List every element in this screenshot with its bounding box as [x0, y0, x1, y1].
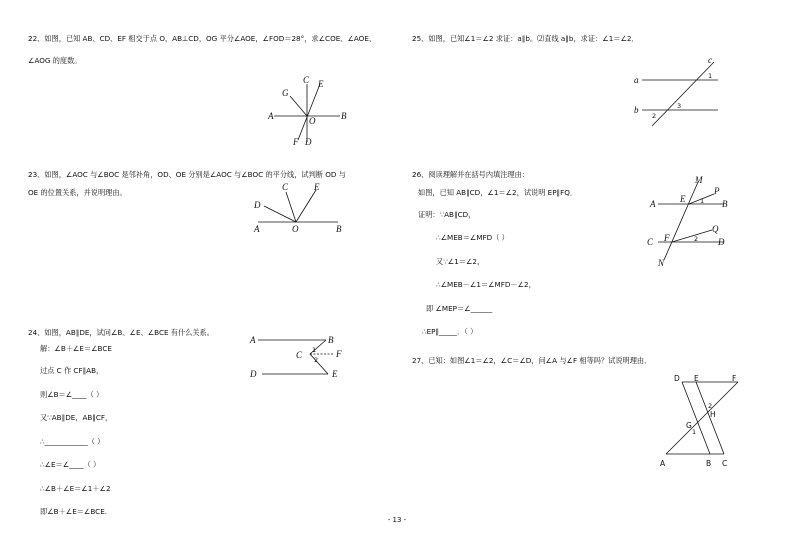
q25-angle-3: 3 — [677, 102, 682, 110]
q22-label-D: D — [305, 137, 312, 147]
q27-label-H: H — [710, 410, 716, 419]
q24-step-8: 即∠B＋∠E＝∠BCE. — [40, 507, 108, 516]
q27-label-B: B — [706, 459, 712, 468]
q24-step-7: ∴∠B＋∠E＝∠1＋∠2 — [40, 484, 111, 493]
q24-step-3: 则∠B＝∠____（ ） — [40, 390, 104, 399]
q23-label-C: C — [282, 182, 289, 192]
q27-label-C: C — [722, 459, 728, 468]
q26-step-6: 即 ∠MEP＝∠______ — [426, 304, 493, 313]
q25-angle-2: 2 — [652, 112, 657, 120]
q26-step-3: ∴∠MEB＝∠MFD（ ） — [436, 233, 509, 242]
q24-step-6: ∴∠E＝∠____（ ） — [40, 460, 101, 469]
q25-label-b: b — [634, 105, 639, 115]
q23-label-O: O — [292, 224, 299, 234]
q23-figure — [250, 180, 350, 236]
q27-label-D: D — [674, 374, 680, 383]
q26-figure — [640, 174, 740, 270]
q23-label-B: B — [336, 224, 342, 234]
q22-label-F: F — [293, 137, 299, 147]
q22-label-B: B — [341, 111, 347, 121]
q22-figure — [262, 74, 352, 146]
q26-step-7: ∴EP∥_____．（ ） — [422, 327, 478, 336]
q26-text-line1: 26、阅读理解并在括号内填注理由： — [412, 170, 529, 179]
q26-label-F: F — [664, 233, 670, 243]
q24-label-F: F — [336, 349, 342, 359]
q25-angle-1: 1 — [708, 72, 713, 80]
q26-angle-2: 2 — [694, 235, 699, 243]
q24-text-line1: 24、如图，AB∥DE，试问∠B、∠E、∠BCE 有什么关系。 — [28, 328, 214, 337]
q24-angle-1: 1 — [312, 346, 317, 354]
q24-label-D: D — [250, 369, 257, 379]
q26-label-M: M — [695, 175, 703, 185]
q23-text-line1: 23、如图，∠AOC 与∠BOC 是邻补角，OD、OE 分别是∠AOC 与∠BOC 的平分线，试判断 OD 与 — [28, 170, 346, 179]
q23-label-A: A — [254, 224, 260, 234]
q23-label-D: D — [254, 200, 261, 210]
q24-angle-2: 2 — [314, 356, 319, 364]
page-number: - 13 - — [387, 516, 407, 524]
q26-step-4: 又∵∠1＝∠2， — [436, 257, 485, 266]
q22-label-C: C — [303, 75, 310, 85]
q24-step-4: 又∵AB∥DE，AB∥CF， — [40, 413, 113, 422]
q22-label-A: A — [268, 111, 274, 121]
q27-angle-1: 1 — [692, 428, 697, 436]
q26-label-N: N — [658, 258, 665, 268]
q24-figure — [248, 332, 348, 382]
q24-label-E: E — [332, 369, 338, 379]
q26-label-P: P — [714, 186, 720, 196]
q25-figure — [630, 56, 730, 126]
q25-label-c: c — [708, 55, 712, 65]
q26-label-E: E — [680, 194, 686, 204]
q22-text-line1: 22、如图，已知 AB、CD、EF 相交于点 O，AB⊥CD，OG 平分∠AOE，∠FOD＝28°，求∠COE、∠AOE、 — [28, 34, 377, 43]
q27-label-A: A — [660, 459, 666, 468]
q26-angle-1: 1 — [700, 197, 705, 205]
q25-label-a: a — [634, 75, 639, 85]
q26-label-A: A — [650, 199, 656, 209]
q26-step-5: ∴∠MEB－∠1＝∠MFD－∠2， — [436, 280, 536, 289]
q23-label-E: E — [314, 182, 320, 192]
q22-label-O: O — [309, 116, 316, 126]
q27-figure — [654, 372, 744, 472]
q23-text-line2: OE 的位置关系，并说明理由。 — [28, 188, 127, 197]
q25-text-line1: 25、如图，已知∠1＝∠2 求证：a∥b。⑵直线 a∥b，求证：∠1＝∠2． — [412, 34, 639, 43]
q22-text-line2: ∠AOG 的度数。 — [28, 56, 82, 65]
q26-step-1: 如图，已知 AB∥CD，∠1＝∠2，试说明 EP∥FQ． — [418, 188, 578, 197]
q24-step-5: ∴____________（ ） — [40, 437, 105, 446]
q26-label-B: B — [722, 199, 728, 209]
q26-label-Q: Q — [712, 224, 719, 234]
q22-label-E: E — [318, 79, 324, 89]
q27-label-E: E — [694, 374, 699, 383]
q26-label-D: D — [718, 237, 725, 247]
q27-angle-2: 2 — [708, 402, 713, 410]
q24-label-A: A — [250, 335, 256, 345]
q24-step-2: 过点 C 作 CF∥AB， — [40, 366, 104, 375]
q26-step-2: 证明：∵AB∥CD， — [418, 210, 476, 219]
q27-label-F: F — [732, 374, 737, 383]
q22-label-G: G — [282, 88, 289, 98]
q24-label-C: C — [296, 350, 303, 360]
q27-text-line1: 27、已知：如图∠1＝∠2，∠C＝∠D，问∠A 与∠F 相等吗？试说明理由． — [412, 356, 652, 365]
q24-label-B: B — [328, 335, 334, 345]
q24-step-1: 解：∠B＋∠E＝∠BCE — [40, 344, 112, 353]
q26-label-C: C — [647, 237, 654, 247]
q27-label-G: G — [686, 421, 692, 430]
